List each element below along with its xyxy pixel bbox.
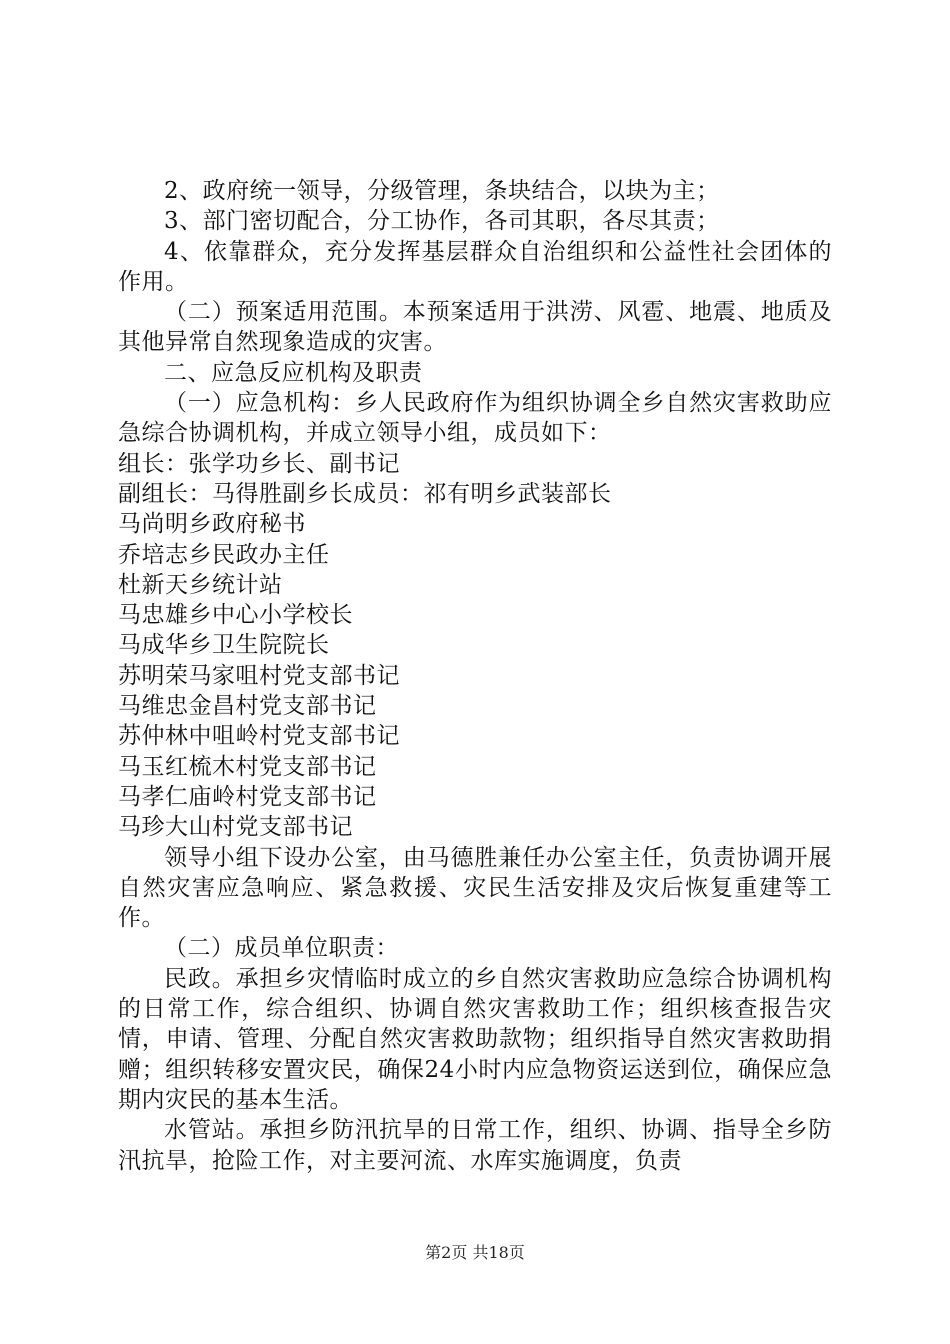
member-line: 杜新天乡统计站	[118, 571, 283, 598]
water-station-paragraph: 水管站。承担乡防汛抗旱的日常工作，组织、协调、指导全乡防汛抗旱，抢险工作，对主要河流、水库实施调度，负责	[118, 1117, 832, 1174]
page-number-footer: 第2页 共18页	[425, 1243, 525, 1262]
emergency-agency-paragraph: （一）应急机构：乡人民政府作为组织协调全乡自然灾害救助应急综合协调机构，并成立领导小组，成员如下：	[118, 390, 832, 447]
section-heading-2: 二、应急反应机构及职责	[164, 359, 423, 386]
scope-paragraph: （二）预案适用范围。本预案适用于洪涝、风雹、地震、地质及其他异常自然现象造成的灾害。	[118, 299, 832, 356]
principle-4: 4、依靠群众，充分发挥基层群众自治组织和公益性社会团体的作用。	[118, 238, 832, 295]
member-line: 乔培志乡民政办主任	[118, 541, 330, 568]
civil-affairs-paragraph: 民政。承担乡灾情临时成立的乡自然灾害救助应急综合协调机构的日常工作，综合组织、协调自然灾害救助工作；组织核查报告灾情，申请、管理、分配自然灾害救助款物；组织指导自然灾害救助捐赠；组织转移安置灾民，确保24小时内应急物资运送到位，确保应急期内灾民的基本生活。	[118, 965, 832, 1113]
member-line: 马珍大山村党支部书记	[118, 814, 353, 841]
member-line: 副组长：马得胜副乡长成员：祁有明乡武装部长	[118, 480, 612, 507]
document-body	[118, 176, 832, 1176]
member-line: 马尚明乡政府秘书	[118, 511, 306, 538]
principle-2: 2、政府统一领导，分级管理，条块结合，以块为主；	[164, 178, 720, 204]
member-line: 马维忠金昌村党支部书记	[118, 693, 377, 720]
office-paragraph: 领导小组下设办公室，由马德胜兼任办公室主任，负责协调开展自然灾害应急响应、紧急救援、灾民生活安排及灾后恢复重建等工作。	[118, 844, 832, 932]
member-line: 苏仲林中咀岭村党支部书记	[118, 723, 400, 750]
member-line: 组长：张学功乡长、副书记	[118, 450, 400, 477]
member-line: 马成华乡卫生院院长	[118, 632, 330, 659]
member-duties-heading: （二）成员单位职责：	[164, 935, 399, 962]
member-line: 马孝仁庙岭村党支部书记	[118, 783, 377, 810]
member-line: 马忠雄乡中心小学校长	[118, 602, 353, 629]
member-line: 马玉红梳木村党支部书记	[118, 753, 377, 780]
member-line: 苏明荣马家咀村党支部书记	[118, 662, 400, 689]
principle-3: 3、部门密切配合，分工协作，各司其职，各尽其责；	[164, 208, 720, 235]
